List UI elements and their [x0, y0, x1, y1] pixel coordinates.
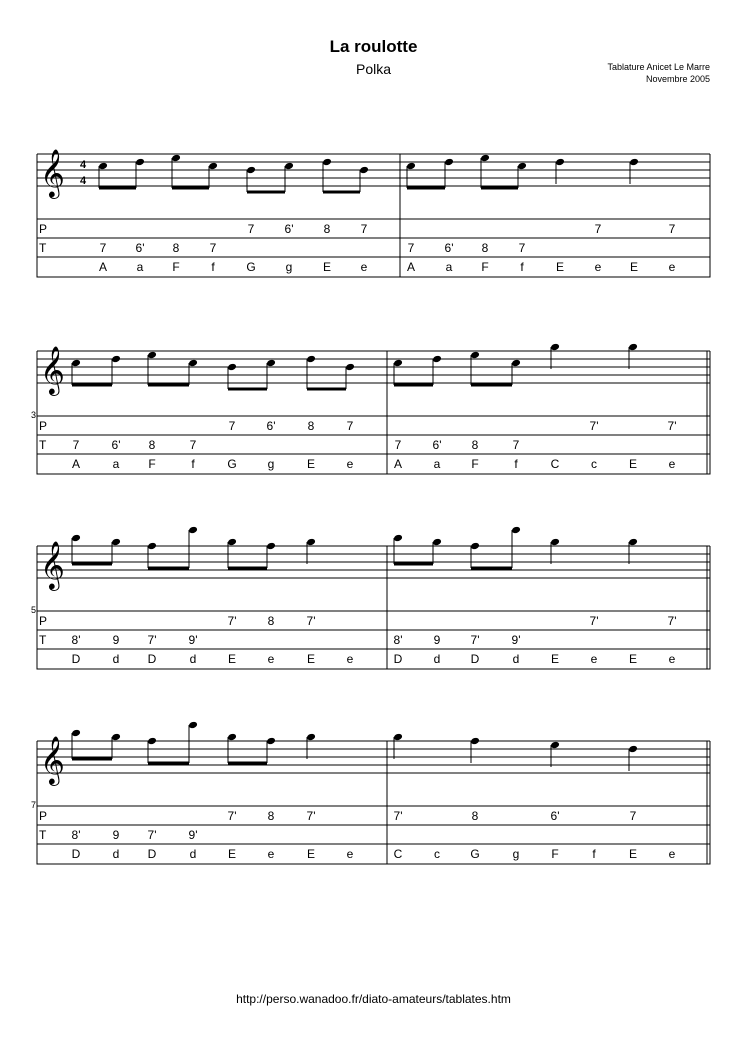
note-head [188, 721, 198, 730]
note-head [511, 526, 521, 535]
tab-push-cell: 7 [512, 438, 520, 452]
tab-chord-cell: d [112, 847, 120, 861]
tab-push-cell: 6' [444, 241, 454, 255]
tab-pull-cell: 7' [306, 614, 316, 628]
tab-chord-cell: a [433, 457, 441, 471]
tab-chord-cell: E [628, 457, 638, 471]
note-head [306, 355, 316, 364]
tab-pull-cell: 7' [393, 809, 403, 823]
tab-push-cell: 7 [209, 241, 217, 255]
tab-pull-cell: 7' [589, 614, 599, 628]
tab-chord-cell: D [147, 847, 157, 861]
tab-chord-cell: e [267, 652, 275, 666]
tab-chord-cell: f [520, 260, 524, 274]
tab-push-cell: 6' [111, 438, 121, 452]
tab-chord-cell: e [360, 260, 368, 274]
tab-frame [37, 806, 710, 864]
note-head [188, 526, 198, 535]
note-head [322, 158, 332, 167]
tab-chord-cell: A [71, 457, 81, 471]
tab-pull-cell: 7 [629, 809, 637, 823]
tab-chord-cell: c [591, 457, 597, 471]
tab-push-cell: 9 [112, 828, 120, 842]
note-head [511, 359, 521, 368]
music-staff [37, 154, 710, 186]
tab-chord-cell: d [189, 847, 197, 861]
tab-pull-cell: 7' [227, 614, 237, 628]
note-head [111, 733, 121, 742]
tab-chord-cell: e [668, 457, 676, 471]
note-head [444, 158, 454, 167]
tab-chord-cell: g [285, 260, 293, 274]
treble-clef-icon: 𝄞 [40, 148, 65, 197]
tab-chord-cell: G [246, 260, 256, 274]
tab-chord-cell: e [346, 652, 354, 666]
note-head [266, 542, 276, 551]
tab-chord-cell: G [470, 847, 480, 861]
note-head [284, 162, 294, 171]
note-head [111, 355, 121, 364]
tab-push-cell: 7 [518, 241, 526, 255]
tab-chord-cell: D [71, 652, 81, 666]
tab-row-label-pull: P [39, 614, 48, 628]
note-head [266, 359, 276, 368]
note-head [628, 343, 638, 352]
note-head [628, 538, 638, 547]
note-head [550, 343, 560, 352]
tab-chord-cell: D [470, 652, 480, 666]
tab-chord-cell: e [346, 847, 354, 861]
tab-chord-cell: g [512, 847, 520, 861]
music-staff [37, 546, 710, 578]
tab-pull-cell: 6' [284, 222, 294, 236]
tab-push-cell: 9 [112, 633, 120, 647]
credit-author: Tablature Anicet Le Marre [607, 62, 710, 72]
note-head [406, 162, 416, 171]
note-head [393, 733, 403, 742]
tab-chord-cell: G [227, 457, 237, 471]
tab-row-label-pull: P [39, 809, 48, 823]
tab-pull-cell: 6' [266, 419, 276, 433]
tab-push-cell: 9' [188, 828, 198, 842]
tab-chord-cell: E [306, 652, 316, 666]
tab-chord-cell: d [189, 652, 197, 666]
tab-push-cell: 7 [407, 241, 415, 255]
note-head [359, 166, 369, 175]
tab-frame [37, 611, 710, 669]
note-head [550, 538, 560, 547]
tab-pull-cell: 8 [267, 809, 275, 823]
tab-push-cell: 7 [99, 241, 107, 255]
note-head [98, 162, 108, 171]
note-head [71, 729, 81, 738]
tab-pull-cell: 7 [360, 222, 368, 236]
tab-push-cell: 7' [147, 828, 157, 842]
tab-row-label-pull: P [39, 419, 48, 433]
tab-chord-cell: C [393, 847, 403, 861]
tab-chord-cell: E [227, 847, 237, 861]
measure-notes [393, 343, 638, 385]
tab-chord-cell: F [148, 457, 156, 471]
tab-chord-cell: F [471, 457, 479, 471]
note-head [147, 351, 157, 360]
tab-push-cell: 9' [511, 633, 521, 647]
tab-chord-cell: f [211, 260, 215, 274]
note-head [480, 154, 490, 163]
measure-number: 7 [31, 800, 37, 810]
note-head [345, 363, 355, 372]
note-head [135, 158, 145, 167]
note-head [432, 355, 442, 364]
score-title: La roulotte [329, 37, 418, 56]
tab-chord-cell: f [592, 847, 596, 861]
tab-chord-cell: d [112, 652, 120, 666]
tab-push-cell: 7' [147, 633, 157, 647]
tab-push-cell: 7 [189, 438, 197, 452]
note-head [188, 359, 198, 368]
note-head [393, 534, 403, 543]
tab-chord-cell: E [306, 847, 316, 861]
tab-push-cell: 9' [188, 633, 198, 647]
note-head [266, 737, 276, 746]
measure-number: 3 [31, 410, 37, 420]
note-head [227, 733, 237, 742]
note-head [306, 538, 316, 547]
tab-chord-cell: A [98, 260, 108, 274]
note-head [432, 538, 442, 547]
note-head [147, 737, 157, 746]
tab-pull-cell: 7' [306, 809, 316, 823]
tab-grid [37, 806, 710, 864]
tab-row-label-push: T [39, 828, 47, 842]
tab-push-cell: 8' [71, 633, 81, 647]
tab-chord-cell: a [445, 260, 453, 274]
tab-pull-cell: 7 [228, 419, 236, 433]
tab-chord-cell: a [112, 457, 120, 471]
tab-push-cell: 8 [148, 438, 156, 452]
tab-chord-cell: E [628, 652, 638, 666]
tab-push-cell: 7' [470, 633, 480, 647]
tab-pull-cell: 8 [323, 222, 331, 236]
note-head [470, 351, 480, 360]
tab-pull-cell: 7' [667, 614, 677, 628]
note-head [550, 741, 560, 750]
tab-chord-cell: A [393, 457, 403, 471]
tab-push-cell: 6' [135, 241, 145, 255]
tab-chord-cell: E [555, 260, 565, 274]
footer-url: http://perso.wanadoo.fr/diato-amateurs/tablates.htm [236, 992, 511, 1006]
tab-frame [37, 416, 710, 474]
tab-chord-cell: E [322, 260, 332, 274]
tab-chord-cell: E [306, 457, 316, 471]
tab-chord-cell: e [346, 457, 354, 471]
note-head [111, 538, 121, 547]
tab-pull-cell: 7 [594, 222, 602, 236]
tab-chord-cell: A [406, 260, 416, 274]
note-head [71, 534, 81, 543]
tab-chord-cell: f [514, 457, 518, 471]
tab-pull-cell: 8 [471, 809, 479, 823]
tab-pull-cell: 7 [668, 222, 676, 236]
tab-chord-cell: d [512, 652, 520, 666]
tab-chord-cell: e [594, 260, 602, 274]
tab-chord-cell: D [147, 652, 157, 666]
music-staff [37, 351, 710, 383]
tab-chord-cell: E [550, 652, 560, 666]
tab-push-cell: 8 [481, 241, 489, 255]
time-signature-top: 4 [80, 159, 87, 171]
tab-push-cell: 8 [172, 241, 180, 255]
tab-chord-cell: e [668, 652, 676, 666]
tab-row-label-push: T [39, 241, 47, 255]
tab-pull-cell: 7 [247, 222, 255, 236]
time-signature-bottom: 4 [80, 175, 87, 187]
note-head [517, 162, 527, 171]
tab-chord-cell: e [590, 652, 598, 666]
tab-pull-cell: 8 [267, 614, 275, 628]
measure-number: 5 [31, 605, 37, 615]
tab-push-cell: 8 [471, 438, 479, 452]
tab-pull-cell: 8 [307, 419, 315, 433]
note-head [393, 359, 403, 368]
tab-push-cell: 7 [72, 438, 80, 452]
tablature-credit [607, 61, 710, 85]
note-head [171, 154, 181, 163]
treble-clef-icon: 𝄞 [40, 345, 65, 394]
note-head [227, 538, 237, 547]
credit-date: Novembre 2005 [645, 74, 710, 84]
tab-pull-cell: 7' [227, 809, 237, 823]
tab-row-label-pull: P [39, 222, 48, 236]
tab-push-cell: 7 [394, 438, 402, 452]
note-head [306, 733, 316, 742]
tab-pull-cell: 7' [589, 419, 599, 433]
tab-chord-cell: F [551, 847, 559, 861]
score-subtitle: Polka [355, 61, 392, 77]
tab-pull-cell: 7 [346, 419, 354, 433]
note-head [470, 542, 480, 551]
note-head [227, 363, 237, 372]
note-head [147, 542, 157, 551]
tab-push-cell: 6' [432, 438, 442, 452]
tab-chord-cell: e [668, 847, 676, 861]
tab-grid [37, 611, 710, 669]
music-staff [37, 741, 710, 773]
tab-chord-cell: F [172, 260, 180, 274]
note-head [208, 162, 218, 171]
measure-notes [406, 154, 639, 188]
note-head [71, 359, 81, 368]
tab-chord-cell: E [227, 652, 237, 666]
tab-chord-cell: g [267, 457, 275, 471]
tab-chord-cell: C [550, 457, 560, 471]
note-head [246, 166, 256, 175]
note-head [628, 745, 638, 754]
tab-chord-cell: e [267, 847, 275, 861]
tab-chord-cell: e [668, 260, 676, 274]
tab-chord-cell: c [434, 847, 440, 861]
tab-chord-cell: D [71, 847, 81, 861]
tab-push-cell: 8' [393, 633, 403, 647]
tab-pull-cell: 7' [667, 419, 677, 433]
tab-chord-cell: E [629, 260, 639, 274]
note-head [555, 158, 565, 167]
tab-row-label-push: T [39, 438, 47, 452]
tab-chord-cell: D [393, 652, 403, 666]
tab-grid [37, 416, 710, 474]
note-head [470, 737, 480, 746]
tab-chord-cell: E [628, 847, 638, 861]
tab-push-cell: 8' [71, 828, 81, 842]
tab-pull-cell: 6' [550, 809, 560, 823]
treble-clef-icon: 𝄞 [40, 540, 65, 589]
tab-chord-cell: d [433, 652, 441, 666]
tab-chord-cell: f [191, 457, 195, 471]
treble-clef-icon: 𝄞 [40, 735, 65, 784]
note-head [629, 158, 639, 167]
tab-chord-cell: F [481, 260, 489, 274]
tab-chord-cell: a [136, 260, 144, 274]
tab-push-cell: 9 [433, 633, 441, 647]
tab-row-label-push: T [39, 633, 47, 647]
